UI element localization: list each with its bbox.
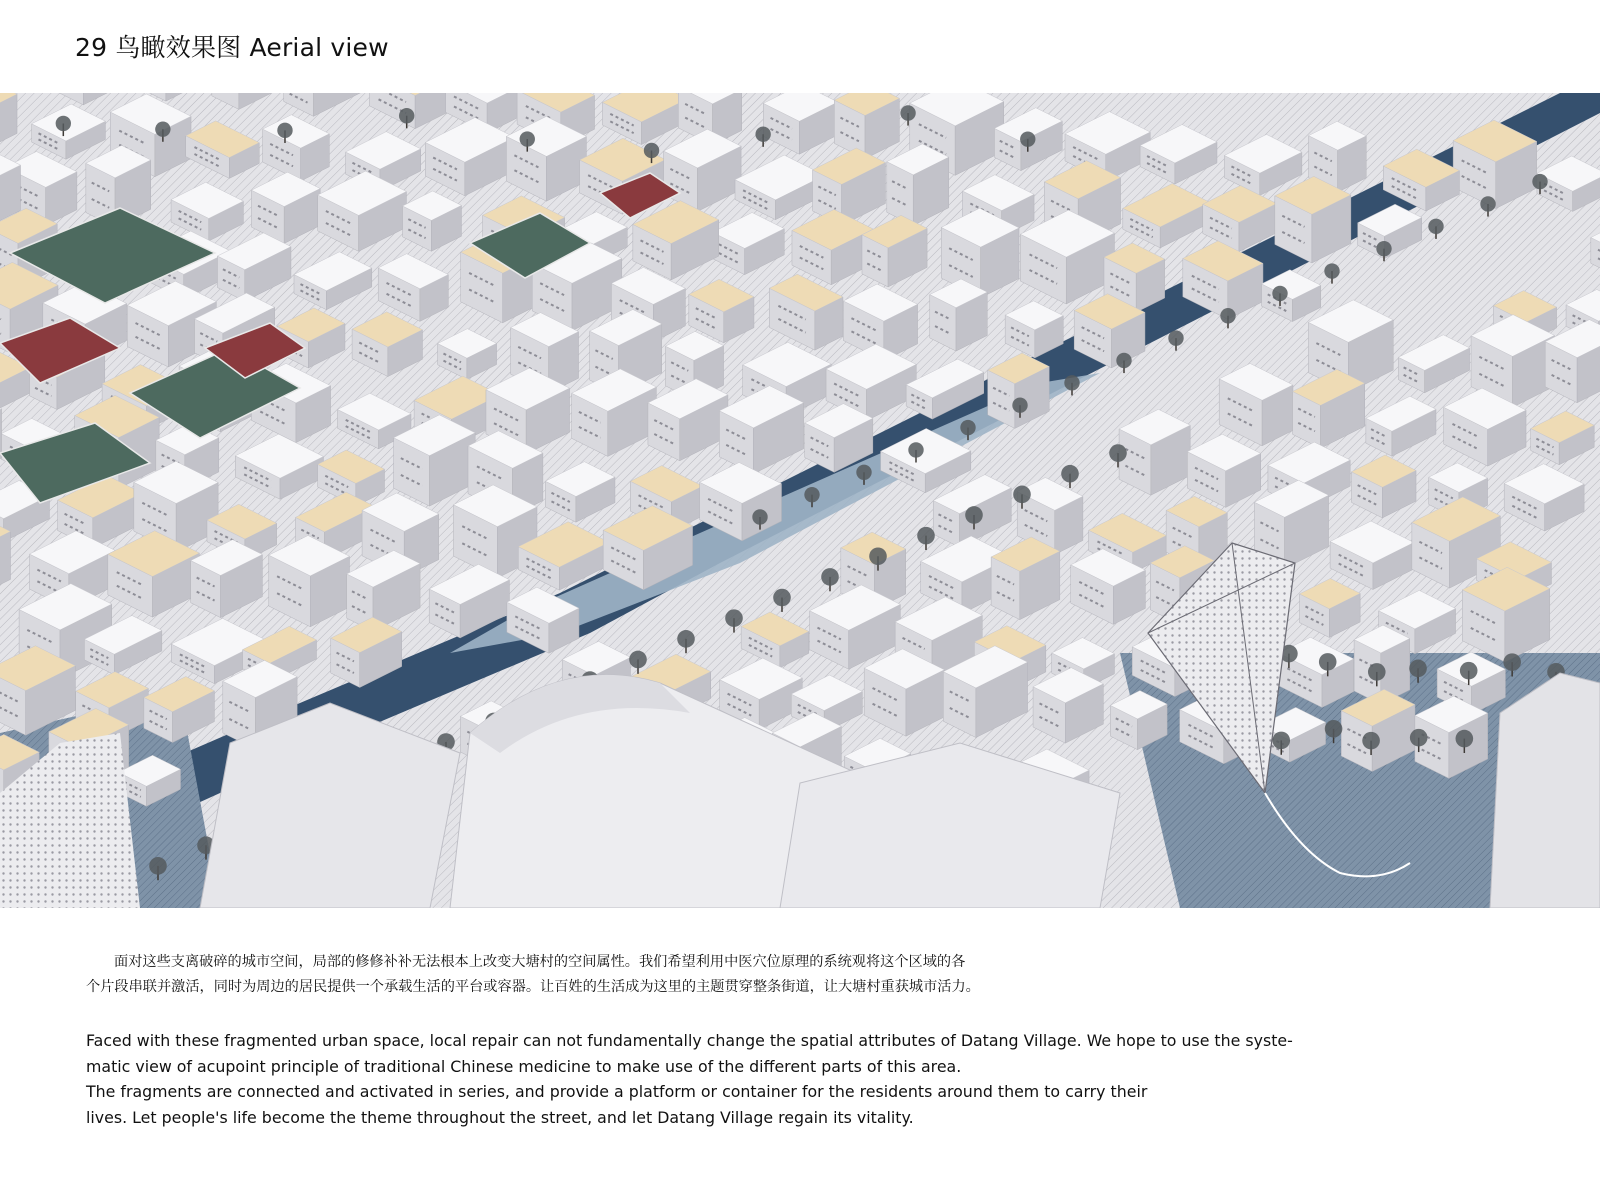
page-title: 29 鸟瞰效果图 Aerial view — [75, 33, 389, 62]
project-description — [86, 950, 1346, 1130]
aerial-view-image — [0, 93, 1600, 908]
description-english — [86, 1028, 1346, 1130]
description-chinese — [86, 950, 1346, 1000]
description-en-line: lives. Let people's life become the theme throughout the street, and let Datang Village regain its vitality. — [86, 1107, 914, 1127]
description-cn-line: 面对这些支离破碎的城市空间，局部的修修补补无法根本上改变大塘村的空间属性。我们希望利用中医穴位原理的系统观将这个区域的各 — [114, 954, 966, 970]
foreground-block — [1490, 673, 1600, 908]
description-en-line: matic view of acupoint principle of traditional Chinese medicine to make use of the different parts of this area. — [86, 1056, 962, 1076]
description-en-line: The fragments are connected and activated in series, and provide a platform or container for the residents around them to carry their — [86, 1082, 1148, 1101]
description-cn-line: 个片段串联并激活，同时为周边的居民提供一个承载生活的平台或容器。让百姓的生活成为这里的主题贯穿整条街道，让大塘村重获城市活力。 — [86, 979, 980, 995]
description-en-line: Faced with these fragmented urban space, local repair can not fundamentally change the spatial attributes of Datang Village. We hope to use the syste- — [86, 1031, 1293, 1050]
